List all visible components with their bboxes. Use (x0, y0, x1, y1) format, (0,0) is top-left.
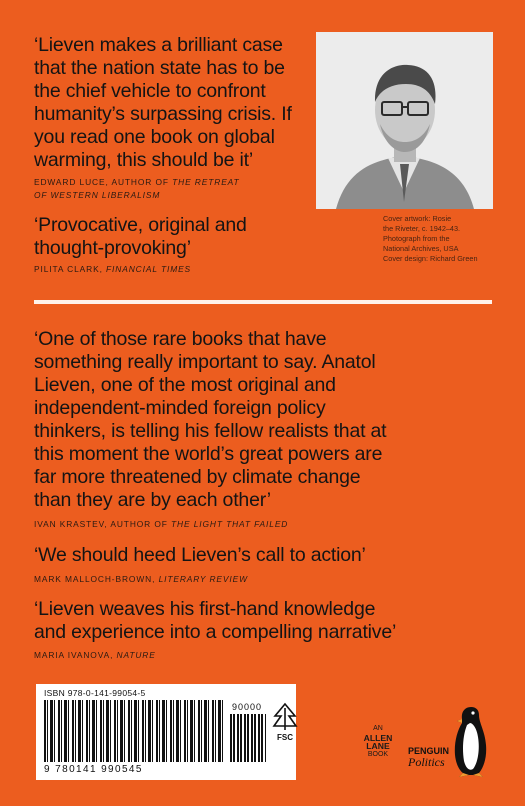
quote-line: ‘Lieven weaves his first-hand knowledge (34, 598, 376, 620)
attribution-title: THE LIGHT THAT FAILED (171, 519, 289, 529)
attribution-title: NATURE (116, 650, 156, 660)
quote-clark (34, 214, 314, 260)
attribution-title: OF WESTERN LIBERALISM (34, 189, 161, 200)
quote-line: thinkers, is telling his fellow realists that at (34, 420, 387, 442)
quote-luce (34, 34, 319, 172)
imprint-politics: Politics (408, 755, 445, 769)
quote-line: warming, this should be it’ (34, 149, 253, 171)
barcode-number: 9 780141 990545 (44, 764, 143, 775)
attribution-krastev (34, 518, 434, 531)
quote-line: ‘Provocative, original and (34, 214, 247, 236)
quote-line: the chief vehicle to confront (34, 80, 266, 102)
credit-line: the Riveter, c. 1942–43. (383, 224, 461, 233)
imprint-book: BOOK (367, 750, 389, 758)
barcode-addon-number: 90000 (232, 702, 263, 712)
quote-line: independent-minded foreign policy (34, 397, 326, 419)
penguin-icon (451, 705, 491, 779)
attribution-malloch-brown (34, 573, 434, 586)
quote-line: than they are by each other’ (34, 489, 271, 511)
imprint-lane: LANE (366, 741, 390, 752)
quote-malloch-brown (34, 544, 494, 567)
imprint-an: AN (373, 725, 383, 732)
credit-line: Cover design: Richard Green (383, 254, 478, 263)
attribution-luce (34, 176, 304, 201)
attribution-name: IVAN KRASTEV, AUTHOR OF (34, 519, 172, 529)
fsc-label: FSC (277, 733, 293, 742)
attribution-title: THE RETREAT (172, 177, 240, 187)
quote-line: ‘One of those rare books that have (34, 328, 327, 350)
quote-line: far more threatened by climate change (34, 466, 361, 488)
quote-line: you read one book on global (34, 126, 275, 148)
imprint-penguin: PENGUIN (408, 746, 450, 756)
attribution-name: PILITA CLARK, (34, 264, 107, 274)
quote-line: Lieven, one of the most original and (34, 374, 336, 396)
imprint-allen: ALLEN (363, 732, 393, 743)
quote-line: ‘Lieven makes a brilliant case (34, 34, 283, 56)
author-photo (316, 32, 493, 209)
barcode-bars (44, 700, 224, 762)
isbn-text: ISBN 978-0-141-99054-5 (44, 688, 146, 698)
quote-line: this moment the world’s great powers are (34, 443, 383, 465)
credit-line: Cover artwork: Rosie (383, 214, 452, 223)
quote-line: thought-provoking’ (34, 237, 191, 259)
divider (34, 300, 492, 304)
credit-line: Photograph from the (383, 234, 450, 243)
attribution-title: FINANCIAL TIMES (106, 264, 192, 274)
attribution-name: MARK MALLOCH-BROWN, (34, 574, 159, 584)
quote-line: something really important to say. Anatol (34, 351, 376, 373)
attribution-name: MARIA IVANOVA, (34, 650, 117, 660)
quote-line: ‘We should heed Lieven’s call to action’ (34, 544, 366, 566)
cover-credits (383, 214, 495, 264)
quote-line: that the nation state has to be (34, 57, 285, 79)
attribution-name: EDWARD LUCE, AUTHOR OF (34, 177, 173, 187)
fsc-logo-icon (272, 702, 298, 744)
quote-line: and experience into a compelling narrative’ (34, 621, 397, 643)
barcode-panel (36, 684, 296, 780)
attribution-clark (34, 263, 294, 276)
barcode-addon-bars (230, 714, 266, 762)
attribution-ivanova (34, 649, 434, 662)
attribution-title: LITERARY REVIEW (158, 574, 248, 584)
quote-line: humanity’s surpassing crisis. If (34, 103, 292, 125)
quote-krastev (34, 328, 494, 512)
quote-ivanova (34, 598, 504, 644)
penguin-politics-logo (408, 746, 449, 768)
credit-line: National Archives, USA (383, 244, 459, 253)
allen-lane-logo (360, 725, 396, 759)
author-portrait-image (316, 32, 493, 209)
